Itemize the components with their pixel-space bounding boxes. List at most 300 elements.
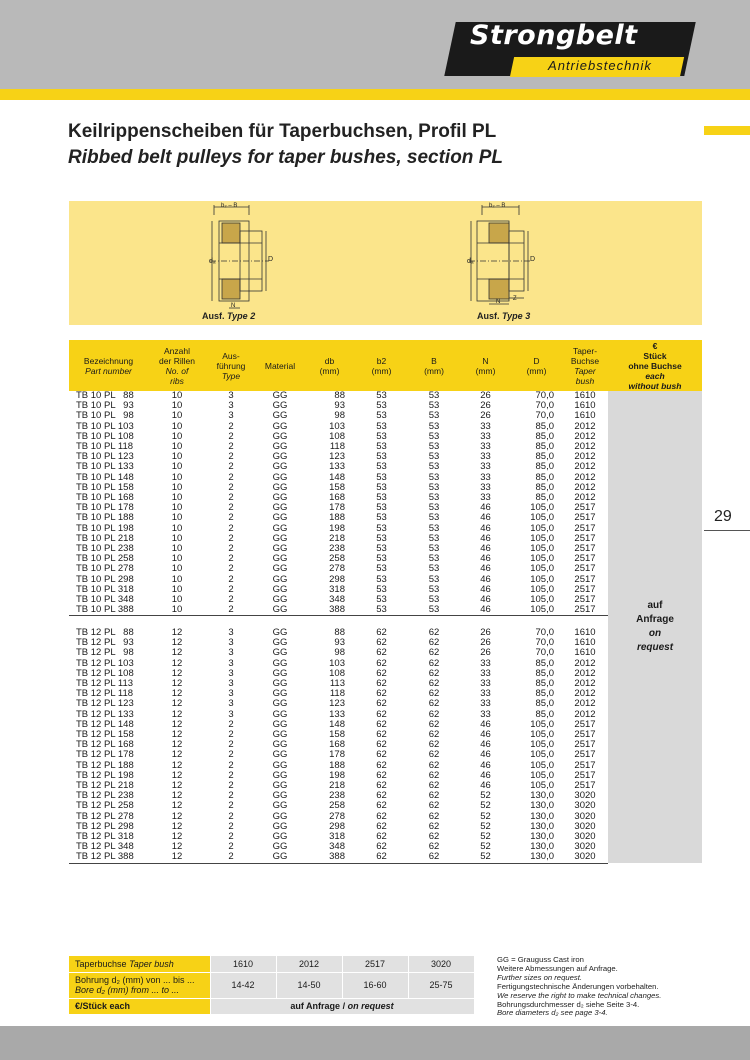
table-cell: 12 bbox=[171, 637, 183, 649]
price-note-en1: on bbox=[648, 628, 662, 640]
technical-drawings bbox=[69, 201, 702, 325]
table-cell: 46 bbox=[480, 543, 491, 555]
table-cell: 70,0 bbox=[535, 626, 554, 638]
table-body bbox=[69, 391, 702, 863]
table-cell: 298 bbox=[329, 573, 345, 585]
table-cell: 53 bbox=[376, 410, 387, 422]
table-cell: 3 bbox=[228, 698, 234, 710]
table-cell: GG bbox=[272, 800, 288, 812]
table-cell: 148 bbox=[329, 718, 345, 730]
table-cell: TB 12 PL 198 bbox=[76, 769, 134, 781]
table-cell: TB 12 PL 188 bbox=[76, 759, 134, 771]
caption-type-2-label: Type 2 bbox=[227, 311, 256, 321]
table-cell: 2517 bbox=[574, 573, 596, 585]
table-cell: 52 bbox=[460, 852, 511, 863]
table-cell: 1610 bbox=[574, 647, 596, 659]
table-cell: 53 bbox=[428, 543, 440, 555]
table-cell: 46 bbox=[480, 553, 491, 565]
table-cell: 2 bbox=[228, 512, 234, 524]
bush-row-bores bbox=[69, 972, 474, 998]
table-cell: 85,0 bbox=[535, 698, 554, 710]
table-cell: 2517 bbox=[574, 543, 596, 555]
table-cell: 53 bbox=[428, 481, 440, 493]
table-cell: 53 bbox=[428, 420, 440, 432]
table-cell: 2 bbox=[228, 583, 234, 595]
table-cell: 12 bbox=[171, 708, 183, 720]
table-cell: 53 bbox=[376, 502, 387, 514]
table-cell: 70,0 bbox=[535, 637, 554, 649]
bush-size: 3020 bbox=[408, 956, 474, 972]
table-cell: 318 bbox=[329, 583, 345, 595]
table-cell: 2 bbox=[228, 563, 234, 575]
table-cell: 2 bbox=[228, 780, 234, 792]
table-cell: 12 bbox=[171, 677, 183, 689]
table-cell: 10 bbox=[171, 594, 183, 606]
table-cell: 2012 bbox=[574, 667, 596, 679]
table-cell: 1610 bbox=[574, 626, 596, 638]
note-sizes-en: Further sizes on request. bbox=[497, 972, 583, 982]
table-cell: 3 bbox=[228, 647, 234, 659]
table-cell: 3 bbox=[228, 657, 234, 669]
table-cell: 12 bbox=[171, 749, 183, 761]
table-cell: 133 bbox=[329, 708, 345, 720]
table-cell: 12 bbox=[171, 718, 183, 730]
table-cell: 12 bbox=[148, 852, 206, 863]
dim-z-type3: Z bbox=[513, 296, 517, 302]
table-cell: 62 bbox=[428, 657, 440, 669]
table-cell: 85,0 bbox=[535, 657, 554, 669]
table-cell: 12 bbox=[171, 810, 183, 822]
table-cell: 2 bbox=[228, 739, 234, 751]
table-cell: 2 bbox=[228, 481, 234, 493]
table-cell: 10 bbox=[171, 573, 183, 585]
table-cell: GG bbox=[272, 688, 288, 700]
table-cell: 278 bbox=[329, 563, 345, 575]
table-cell: 2 bbox=[228, 573, 234, 585]
table-cell: 62 bbox=[428, 708, 440, 720]
table-cell: 2 bbox=[206, 605, 256, 616]
table-cell: 105,0 bbox=[530, 543, 554, 555]
table-cell: GG bbox=[272, 451, 288, 463]
table-cell: 2517 bbox=[574, 583, 596, 595]
table-cell: 2 bbox=[206, 852, 256, 863]
table-cell: GG bbox=[272, 729, 288, 740]
table-cell: 2 bbox=[228, 492, 234, 504]
table-cell: 53 bbox=[428, 471, 440, 483]
table-cell: TB 12 PL 93 bbox=[76, 637, 134, 649]
table-cell: 53 bbox=[428, 441, 440, 453]
table-cell: 52 bbox=[480, 800, 491, 812]
table-cell: 46 bbox=[480, 759, 491, 771]
table-cell: GG bbox=[272, 667, 288, 679]
table-cell: 26 bbox=[480, 626, 491, 638]
table-cell: 33 bbox=[480, 441, 491, 453]
table-cell: GG bbox=[272, 502, 288, 514]
bush-size: 2517 bbox=[342, 956, 408, 972]
table-cell: 2517 bbox=[574, 749, 596, 761]
bush-label-price: €/Stück each bbox=[69, 998, 210, 1014]
table-cell: 12 bbox=[171, 657, 183, 669]
table-cell: TB 10 PL 148 bbox=[76, 471, 134, 483]
table-cell: GG bbox=[272, 698, 288, 710]
table-cell: GG bbox=[272, 708, 288, 720]
table-cell: 62 bbox=[428, 790, 440, 802]
table-cell: GG bbox=[272, 810, 288, 822]
table-cell: 62 bbox=[428, 688, 440, 700]
table-cell: 105,0 bbox=[530, 759, 554, 771]
table-cell: 12 bbox=[171, 790, 183, 802]
table-cell: GG bbox=[272, 512, 288, 524]
footer-band bbox=[0, 1026, 750, 1060]
table-cell: 2517 bbox=[574, 502, 596, 514]
table-cell: 70,0 bbox=[535, 647, 554, 659]
table-cell: 62 bbox=[376, 626, 387, 638]
table-cell: GG bbox=[272, 759, 288, 771]
table-cell: 62 bbox=[355, 852, 408, 863]
caption-type-3 bbox=[477, 311, 530, 321]
col-b bbox=[408, 340, 460, 391]
table-cell: 33 bbox=[480, 677, 491, 689]
bush-bore-range: 14-42 bbox=[210, 972, 276, 998]
pulley-table bbox=[69, 340, 702, 864]
table-cell: 62 bbox=[376, 718, 387, 730]
table-cell: 130,0 bbox=[530, 820, 554, 832]
table-cell: 53 bbox=[355, 605, 408, 616]
table-cell: 2 bbox=[228, 790, 234, 802]
table-cell: 93 bbox=[334, 637, 345, 649]
table-cell: TB 10 PL 348 bbox=[76, 594, 134, 606]
table-cell: 53 bbox=[408, 605, 460, 616]
table-cell: 33 bbox=[480, 451, 491, 463]
table-cell: 3 bbox=[228, 637, 234, 649]
table-cell: 133 bbox=[329, 461, 345, 473]
table-cell: 62 bbox=[428, 647, 440, 659]
table-cell: 52 bbox=[480, 831, 491, 843]
table-cell: GG bbox=[272, 790, 288, 802]
table-cell: 2012 bbox=[574, 708, 596, 720]
price-note-de2: Anfrage bbox=[636, 614, 674, 626]
table-cell: TB 12 PL 218 bbox=[76, 780, 134, 792]
bush-label-sizes-de: Taperbuchse bbox=[75, 958, 127, 969]
table-cell: GG bbox=[272, 522, 288, 534]
table-cell: TB 12 PL 388 bbox=[69, 852, 148, 863]
table-cell: GG bbox=[272, 677, 288, 689]
table-cell: 26 bbox=[480, 637, 491, 649]
table-cell: TB 10 PL 388 bbox=[69, 605, 148, 616]
table-cell: 62 bbox=[428, 698, 440, 710]
table-cell: 53 bbox=[428, 512, 440, 524]
table-cell: 85,0 bbox=[535, 461, 554, 473]
gap-cell bbox=[304, 616, 355, 628]
table-cell: 62 bbox=[376, 677, 387, 689]
table-cell: 62 bbox=[428, 831, 440, 843]
table-cell: GG bbox=[272, 780, 288, 792]
table-cell: 12 bbox=[171, 667, 183, 679]
table-cell: 318 bbox=[329, 831, 345, 843]
table-cell: 62 bbox=[376, 749, 387, 761]
table-cell: 62 bbox=[428, 759, 440, 771]
dim-n-type3: N bbox=[496, 299, 501, 305]
col-type-de2: führung bbox=[216, 360, 246, 371]
price-note-en2: request bbox=[636, 642, 674, 654]
table-cell: 2 bbox=[228, 532, 234, 544]
page-title-en: Ribbed belt pulleys for taper bushes, section PL bbox=[68, 147, 503, 168]
table-cell: 53 bbox=[428, 400, 440, 412]
dim-b-type2: b₂ – B bbox=[221, 203, 238, 209]
table-cell: 85,0 bbox=[535, 441, 554, 453]
table-cell: 118 bbox=[329, 688, 345, 700]
table-cell: 53 bbox=[428, 522, 440, 534]
table-cell: 2012 bbox=[574, 471, 596, 483]
table-cell: 62 bbox=[428, 718, 440, 730]
table-cell: GG bbox=[272, 441, 288, 453]
table-cell: 26 bbox=[480, 410, 491, 422]
table-cell: 62 bbox=[428, 780, 440, 792]
table-cell: 388 bbox=[304, 852, 355, 863]
table-cell: 2012 bbox=[574, 430, 596, 442]
table-cell: 348 bbox=[329, 594, 345, 606]
table-cell: 2517 bbox=[574, 718, 596, 730]
bush-price-en: on request bbox=[347, 1001, 394, 1011]
table-cell: 53 bbox=[376, 594, 387, 606]
table-cell: 2 bbox=[228, 543, 234, 555]
col-price-de2: ohne Buchse bbox=[628, 360, 682, 371]
header-accent-line bbox=[0, 89, 750, 100]
note-bore-en: Bore diameters d₂ see page 3-4. bbox=[497, 1008, 608, 1018]
table-cell: 3 bbox=[228, 688, 234, 700]
table-cell: 105,0 bbox=[530, 749, 554, 761]
table-cell: GG bbox=[272, 594, 288, 606]
bush-row-sizes bbox=[69, 956, 474, 972]
table-cell: 53 bbox=[428, 410, 440, 422]
table-cell: 2 bbox=[228, 420, 234, 432]
table-cell: 12 bbox=[171, 759, 183, 771]
table-cell: TB 10 PL 198 bbox=[76, 522, 134, 534]
table-cell: TB 12 PL 258 bbox=[76, 800, 134, 812]
table-cell: 53 bbox=[428, 594, 440, 606]
table-cell: TB 12 PL 118 bbox=[76, 688, 134, 700]
table-cell: 62 bbox=[428, 626, 440, 638]
table-cell: 98 bbox=[334, 647, 345, 659]
table-cell: GG bbox=[272, 769, 288, 781]
table-cell: GG bbox=[272, 532, 288, 544]
table-cell: 46 bbox=[480, 502, 491, 514]
col-d-unit: (mm) bbox=[526, 365, 547, 376]
table-cell: GG bbox=[272, 461, 288, 473]
table-cell: TB 10 PL 103 bbox=[76, 420, 134, 432]
table-row bbox=[69, 605, 702, 616]
table-cell: 12 bbox=[171, 647, 183, 659]
table-cell: 2 bbox=[228, 810, 234, 822]
table-cell: 12 bbox=[171, 841, 183, 853]
note-sizes-de: Weitere Abmessungen auf Anfrage. bbox=[497, 963, 618, 973]
table-cell: 3020 bbox=[574, 820, 596, 832]
table-cell: 53 bbox=[428, 532, 440, 544]
table-cell: TB 12 PL 123 bbox=[76, 698, 134, 710]
table-cell: 53 bbox=[376, 430, 387, 442]
table-cell: 88 bbox=[334, 390, 345, 401]
table-cell: 62 bbox=[428, 739, 440, 751]
table-cell: 10 bbox=[171, 553, 183, 565]
table-cell: 108 bbox=[329, 430, 345, 442]
col-price-en2: without bush bbox=[628, 380, 682, 391]
col-bush-de2: Buchse bbox=[570, 355, 600, 366]
table-cell: 2012 bbox=[574, 688, 596, 700]
table-cell: 2 bbox=[228, 820, 234, 832]
table-cell: 2 bbox=[228, 441, 234, 453]
table-cell: 105,0 bbox=[530, 718, 554, 730]
table-cell: GG bbox=[272, 647, 288, 659]
table-cell: GG bbox=[272, 573, 288, 585]
col-ribs-de2: der Rillen bbox=[159, 355, 195, 366]
table-cell: 130,0 bbox=[530, 790, 554, 802]
table-cell: 62 bbox=[428, 800, 440, 812]
table-cell: 62 bbox=[376, 841, 387, 853]
table-cell: 2012 bbox=[574, 492, 596, 504]
dim-b-type3: b₂ – B bbox=[489, 203, 506, 209]
table-cell: 105,0 bbox=[530, 739, 554, 751]
table-cell: GG bbox=[272, 626, 288, 638]
bush-bore-range: 16-60 bbox=[342, 972, 408, 998]
table-cell: 10 bbox=[171, 522, 183, 534]
table-cell: 2 bbox=[228, 800, 234, 812]
table-cell: 10 bbox=[171, 471, 183, 483]
table-cell: 168 bbox=[329, 492, 345, 504]
table-cell: 12 bbox=[171, 831, 183, 843]
table-cell: 388 bbox=[304, 605, 355, 616]
table-cell: 2517 bbox=[574, 563, 596, 575]
table-cell: 123 bbox=[329, 698, 345, 710]
table-cell: 53 bbox=[428, 573, 440, 585]
table-cell: 2 bbox=[228, 553, 234, 565]
table-cell: 258 bbox=[329, 800, 345, 812]
table-cell: 53 bbox=[376, 583, 387, 595]
col-price-de1: Stück bbox=[643, 350, 667, 361]
table-cell: 10 bbox=[148, 605, 206, 616]
table-cell: 62 bbox=[376, 667, 387, 679]
table-cell: TB 10 PL 178 bbox=[76, 502, 134, 514]
table-cell: 52 bbox=[480, 841, 491, 853]
drawing-type-2 bbox=[210, 205, 269, 308]
table-cell: GG bbox=[272, 820, 288, 832]
dim-n-type2: N bbox=[231, 303, 236, 309]
table-cell: 62 bbox=[428, 749, 440, 761]
table-cell: 2517 bbox=[562, 605, 608, 616]
footnotes bbox=[497, 956, 707, 1018]
table-cell: 46 bbox=[480, 729, 491, 740]
table-cell: 46 bbox=[480, 512, 491, 524]
table-cell: 33 bbox=[480, 481, 491, 493]
table-cell: 62 bbox=[376, 637, 387, 649]
table-cell: 62 bbox=[376, 790, 387, 802]
table-cell: 188 bbox=[329, 512, 345, 524]
col-bush-en1: Taper bbox=[574, 365, 596, 376]
table-cell: 46 bbox=[460, 605, 511, 616]
table-cell: GG bbox=[272, 420, 288, 432]
col-part-de: Bezeichnung bbox=[83, 355, 134, 366]
table-cell: 85,0 bbox=[535, 667, 554, 679]
table-cell: 108 bbox=[329, 667, 345, 679]
table-cell: GG bbox=[256, 852, 304, 863]
table-cell: 10 bbox=[171, 441, 183, 453]
table-cell: 46 bbox=[480, 780, 491, 792]
table-cell: 3020 bbox=[562, 852, 608, 863]
table-cell: 10 bbox=[171, 461, 183, 473]
table-cell: 46 bbox=[480, 749, 491, 761]
table-cell: 46 bbox=[480, 532, 491, 544]
table-cell: 10 bbox=[171, 420, 183, 432]
table-cell: 62 bbox=[428, 810, 440, 822]
table-cell: 53 bbox=[428, 563, 440, 575]
table-cell: TB 10 PL 118 bbox=[76, 441, 134, 453]
table-cell: 62 bbox=[428, 729, 440, 740]
table-cell: 98 bbox=[334, 410, 345, 422]
table-cell: 1610 bbox=[574, 410, 596, 422]
table-cell: TB 10 PL 88 bbox=[76, 390, 134, 401]
table-cell: 62 bbox=[376, 708, 387, 720]
table-cell: 105,0 bbox=[530, 594, 554, 606]
table-cell: 10 bbox=[171, 502, 183, 514]
col-bush-en2: bush bbox=[575, 375, 595, 386]
col-b-label: B bbox=[431, 355, 437, 366]
table-cell: 46 bbox=[480, 583, 491, 595]
table-cell: 123 bbox=[329, 451, 345, 463]
table-cell: GG bbox=[272, 563, 288, 575]
table-cell: 2517 bbox=[574, 522, 596, 534]
table-cell: 3 bbox=[228, 677, 234, 689]
table-cell: GG bbox=[272, 410, 288, 422]
table-cell: TB 12 PL 133 bbox=[76, 708, 134, 720]
table-cell: 53 bbox=[376, 553, 387, 565]
col-taper-bush bbox=[562, 340, 608, 391]
table-cell: 3020 bbox=[574, 790, 596, 802]
table-cell: 348 bbox=[329, 841, 345, 853]
table-cell: 46 bbox=[480, 594, 491, 606]
table-cell: 3020 bbox=[574, 800, 596, 812]
table-cell: 2 bbox=[228, 749, 234, 761]
col-ribs bbox=[148, 340, 206, 391]
page-title-de: Keilrippenscheiben für Taperbuchsen, Profil PL bbox=[68, 121, 497, 142]
table-cell: 105,0 bbox=[530, 553, 554, 565]
table-cell: 85,0 bbox=[535, 430, 554, 442]
table-cell: 33 bbox=[480, 657, 491, 669]
table-cell: 298 bbox=[329, 820, 345, 832]
table-cell: 1610 bbox=[574, 637, 596, 649]
table-cell: 10 bbox=[171, 532, 183, 544]
table-cell: 88 bbox=[334, 626, 345, 638]
table-cell: TB 12 PL 148 bbox=[76, 718, 134, 730]
brand-logo: Strongbelt bbox=[470, 20, 638, 51]
table-cell: TB 12 PL 278 bbox=[76, 810, 134, 822]
col-n-unit: (mm) bbox=[475, 365, 496, 376]
bush-price-value bbox=[210, 998, 474, 1014]
dim-da-type2: dₐ bbox=[209, 258, 216, 265]
bush-bore-range: 14-50 bbox=[276, 972, 342, 998]
table-cell: 2517 bbox=[574, 532, 596, 544]
table-cell: 2012 bbox=[574, 677, 596, 689]
table-cell: 53 bbox=[376, 451, 387, 463]
table-cell: 130,0 bbox=[530, 810, 554, 822]
table-cell: 105,0 bbox=[511, 605, 562, 616]
table-cell: 33 bbox=[480, 461, 491, 473]
table-cell: 2012 bbox=[574, 461, 596, 473]
table-cell: 2 bbox=[228, 759, 234, 771]
col-ribs-en1: No. of bbox=[165, 365, 189, 376]
table-cell: TB 10 PL 108 bbox=[76, 430, 134, 442]
note-changes-en: We reserve the right to make technical changes. bbox=[497, 990, 662, 1000]
table-cell: TB 10 PL 93 bbox=[76, 400, 134, 412]
table-cell: TB 12 PL 298 bbox=[76, 820, 134, 832]
